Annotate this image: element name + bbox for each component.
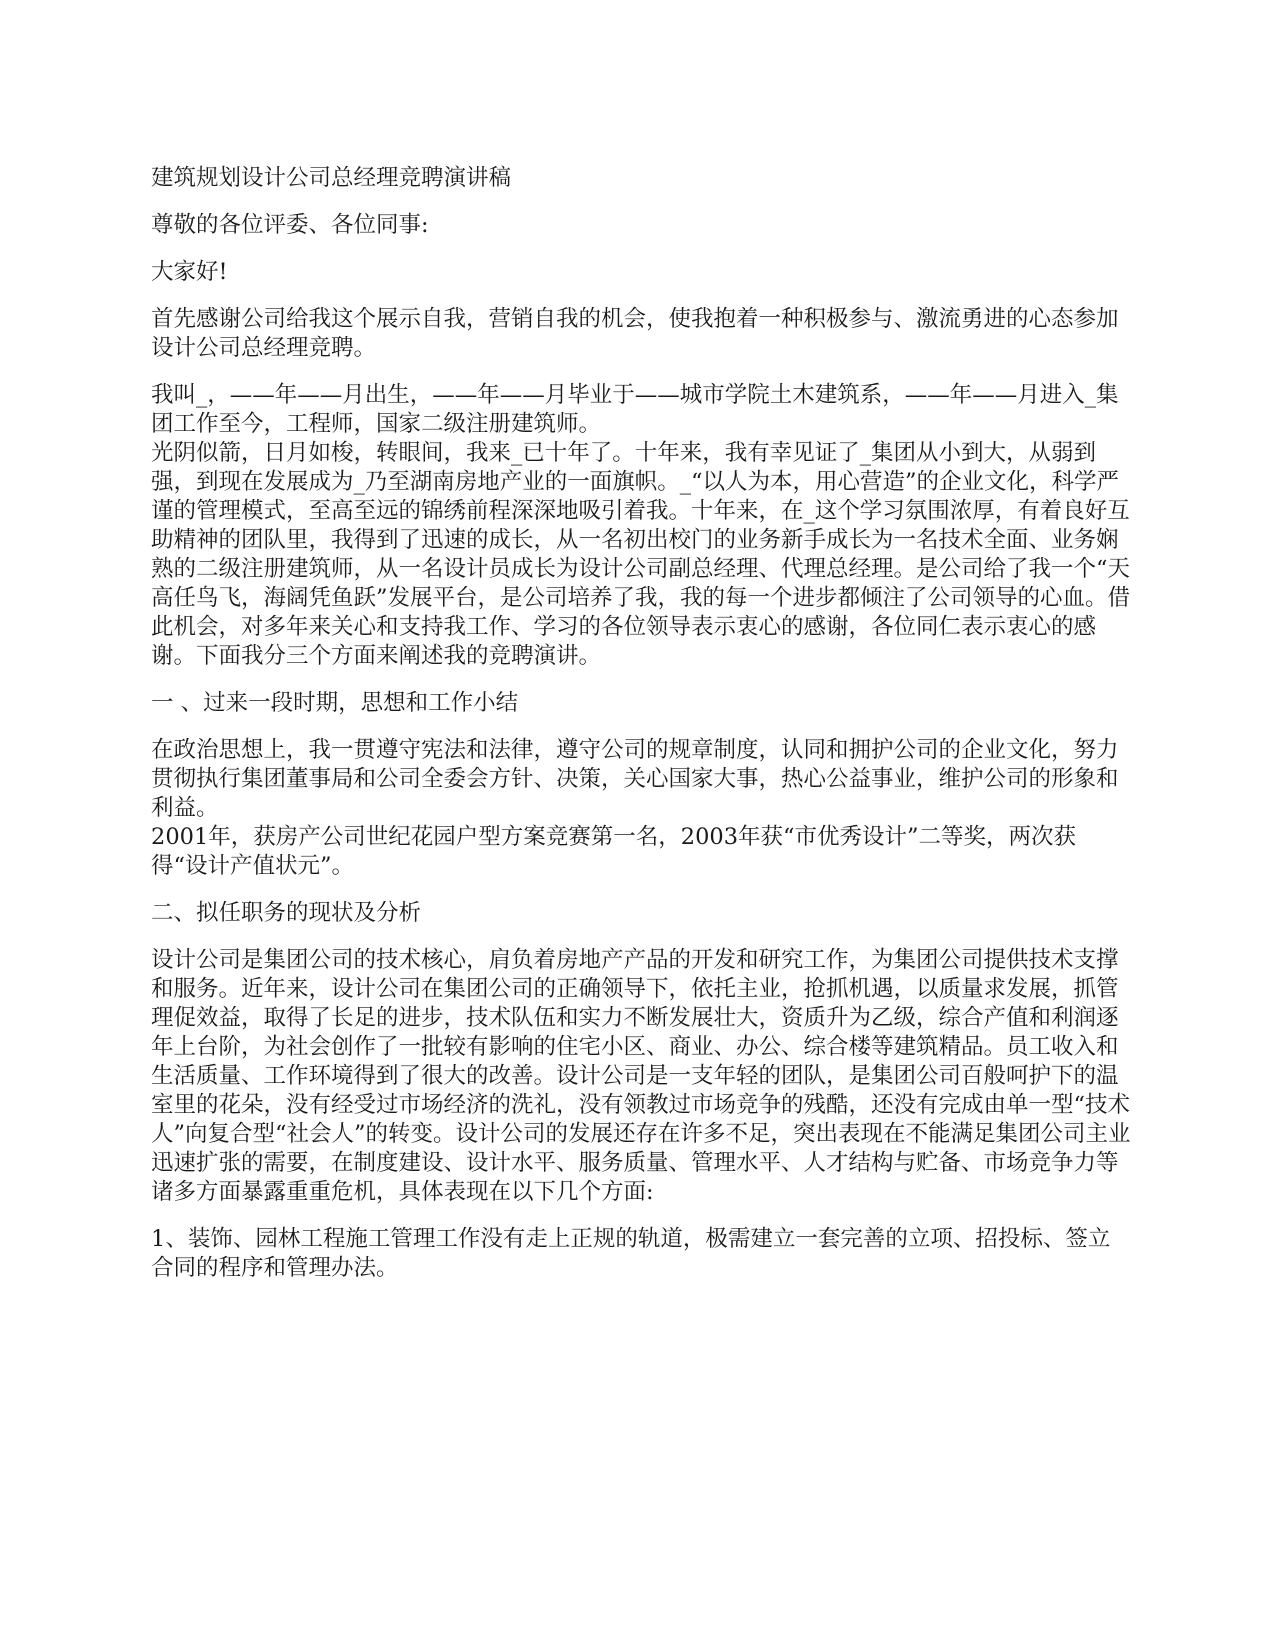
paragraph-intro: 首先感谢公司给我这个展示自我，营销自我的机会，使我抱着一种积极参与、激流勇进的心态参加设计公司总经理竞聘。 xyxy=(151,306,1119,361)
section-heading-2: 二、拟任职务的现状及分析 xyxy=(151,900,422,926)
document-title: 建筑规划设计公司总经理竞聘演讲稿 xyxy=(151,165,512,191)
paragraph-awards: 2001年，获房产公司世纪花园户型方案竞赛第一名，2003年获“市优秀设计”二等奖，两次获得“设计产值状元”。 xyxy=(151,824,1077,879)
hello: 大家好! xyxy=(151,259,228,285)
paragraph-decade: 光阴似箭，日月如梭，转眼间，我来_已十年了。十年来，我有幸见证了_集团从小到大，从弱到强，到现在发展成为_乃至湖南房地产业的一面旗帜。_“以人为本，用心营造”的企业文化，科学严谨的管理模式，至高至远的锦绣前程深深地吸引着我。十年来，在_这个学习氛围浓厚，有着良好互助精神的团队里，我得到了迅速的成长，从一名初出校门的业务新手成长为一名技术全面、业务娴熟的二级注册建筑师，从一名设计员成长为设计公司副总经理、代理总经理。是公司给了我一个“天高任鸟飞，海阔凭鱼跃”发展平台，是公司培养了我，我的每一个进步都倾注了公司领导的心血。借此机会，对多年来关心和支持我工作、学习的各位领导表示衷心的感谢，各位同仁表示衷心的感谢。下面我分三个方面来阐述我的竞聘演讲。 xyxy=(151,440,1131,669)
paragraph-point-1: 1、装饰、园林工程施工管理工作没有走上正规的轨道，极需建立一套完善的立项、招投标、签立合同的程序和管理办法。 xyxy=(151,1226,1111,1281)
paragraph-politics: 在政治思想上，我一贯遵守宪法和法律，遵守公司的规章制度，认同和拥护公司的企业文化，努力贯彻执行集团董事局和公司全委会方针、决策，关心国家大事，热心公益事业，维护公司的形象和利益。 xyxy=(151,737,1119,821)
document-body xyxy=(151,164,1131,1283)
section-heading-1: 一 、过来一段时期，思想和工作小结 xyxy=(151,690,519,716)
greeting: 尊敬的各位评委、各位同事: xyxy=(151,212,429,238)
paragraph-self-introduction: 我叫_，——年——月出生，——年——月毕业于——城市学院土木建筑系，——年——月进入_集团工作至今，工程师，国家二级注册建筑师。 xyxy=(151,382,1119,437)
paragraph-status: 设计公司是集团公司的技术核心，肩负着房地产产品的开发和研究工作，为集团公司提供技术支撑和服务。近年来，设计公司在集团公司的正确领导下，依托主业，抢抓机遇，以质量求发展，抓管理促效益，取得了长足的进步，技术队伍和实力不断发展壮大，资质升为乙级，综合产值和利润逐年上台阶，为社会创作了一批较有影响的住宅小区、商业、办公、综合楼等建筑精品。员工收入和生活质量、工作环境得到了很大的改善。设计公司是一支年轻的团队，是集团公司百般呵护下的温室里的花朵，没有经受过市场经济的洗礼，没有领教过市场竞争的残酷，还没有完成由单一型“技术人”向复合型“社会人”的转变。设计公司的发展还存在许多不足，突出表现在不能满足集团公司主业迅速扩张的需要，在制度建设、设计水平、服务质量、管理水平、人才结构与贮备、市场竞争力等诸多方面暴露重重危机，具体表现在以下几个方面: xyxy=(151,947,1131,1205)
